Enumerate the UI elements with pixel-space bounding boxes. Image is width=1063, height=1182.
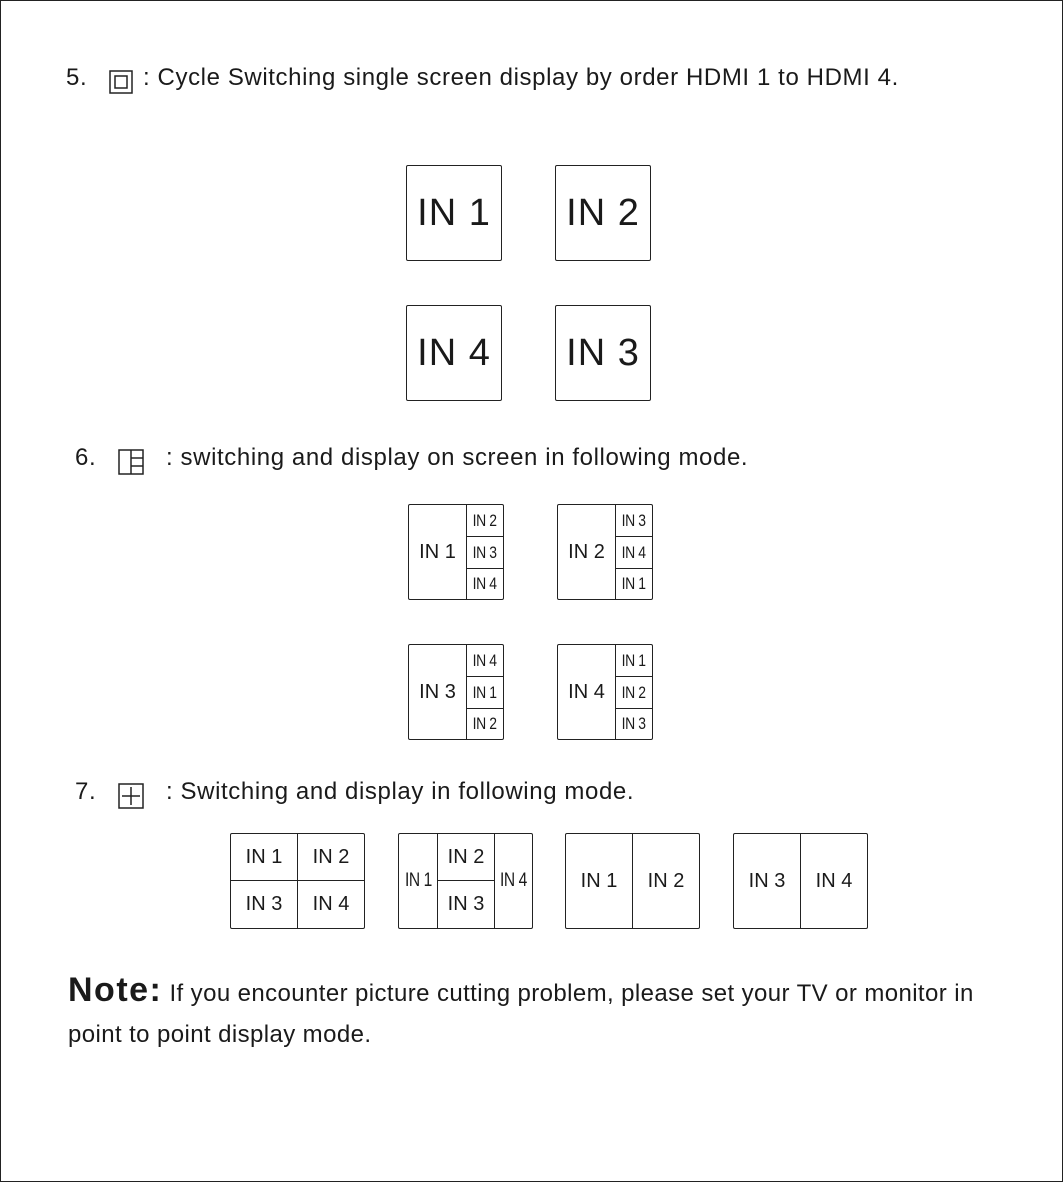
note-block [68,970,988,1055]
screen-box [406,165,502,261]
screen-label: IN 2 [566,191,640,234]
screen-box [555,165,651,261]
section-5-text: : Cycle Switching single screen display by order HDMI 1 to HDMI 4. [143,64,899,91]
pip-sub-cell [615,569,652,599]
pip-layout [557,644,653,740]
triple-top-cell: IN 2 [438,834,494,881]
section-6-text: : switching and display on screen in following mode. [166,444,749,471]
pip-sub-cell [466,505,503,537]
quad-cell: IN 1 [231,834,298,881]
triple-right-label: IN 4 [500,870,527,891]
pip-sub-label: IN 3 [622,714,646,733]
pip-sub-cell [466,537,503,569]
section-5-heading [66,64,899,92]
quad-cell: IN 4 [312,893,350,915]
section-6-number: 6. [75,444,97,471]
triple-left-label: IN 1 [404,870,432,891]
single-screen-icon [109,70,133,94]
pip-sub-cell [466,677,503,709]
dual-layout [733,833,868,929]
section-7-number: 7. [75,778,97,805]
pip-three-icon [118,449,144,475]
pip-sub-label: IN 4 [622,542,646,562]
pip-layout [408,504,504,600]
section-7-text: : Switching and display in following mode. [166,778,635,805]
screen-label: IN 3 [566,331,640,374]
pip-sub-label: IN 2 [622,682,646,702]
pip-sub-label: IN 1 [622,650,646,670]
note-title: Note: [68,971,163,1009]
triple-bottom-cell: IN 3 [447,893,485,915]
section-5-number: 5. [66,64,88,91]
pip-sub-label: IN 4 [473,574,497,593]
pip-sub-cell [615,505,652,537]
dual-cell: IN 4 [815,869,853,892]
triple-layout [398,833,533,929]
note-text: If you encounter picture cutting problem, please set your TV or monitor in point to point display mode. [68,980,974,1048]
pip-main-label: IN 4 [568,680,605,703]
pip-main-label: IN 1 [419,540,456,563]
quad-cell: IN 2 [298,834,364,881]
quad-layout [230,833,365,929]
pip-sub-cell [615,677,652,709]
pip-sub-label: IN 4 [473,650,497,670]
pip-sub-label: IN 1 [622,574,646,593]
screen-box [555,305,651,401]
pip-sub-label: IN 2 [473,714,497,733]
dual-layout [565,833,700,929]
pip-sub-label: IN 1 [473,682,497,702]
screen-label: IN 1 [417,191,491,234]
pip-sub-cell [466,709,503,739]
pip-layout [408,644,504,740]
pip-sub-cell [615,537,652,569]
quad-cell: IN 3 [231,881,298,928]
pip-sub-cell [466,645,503,677]
pip-sub-cell [466,569,503,599]
pip-main-label: IN 3 [419,680,456,703]
pip-layout [557,504,653,600]
screen-box [406,305,502,401]
quad-split-icon [118,783,144,809]
dual-cell: IN 1 [566,834,633,928]
pip-main-label: IN 2 [568,540,605,563]
pip-sub-label: IN 3 [622,510,646,530]
pip-sub-cell [615,645,652,677]
screen-label: IN 4 [417,331,491,374]
pip-sub-label: IN 3 [473,542,497,562]
triple-left-cell [399,834,438,928]
pip-sub-cell [615,709,652,739]
dual-cell: IN 2 [647,869,685,892]
dual-cell: IN 3 [734,834,801,928]
section-6-heading [75,444,749,472]
triple-right-cell [494,834,532,928]
section-7-heading [75,778,635,806]
pip-sub-label: IN 2 [473,510,497,530]
